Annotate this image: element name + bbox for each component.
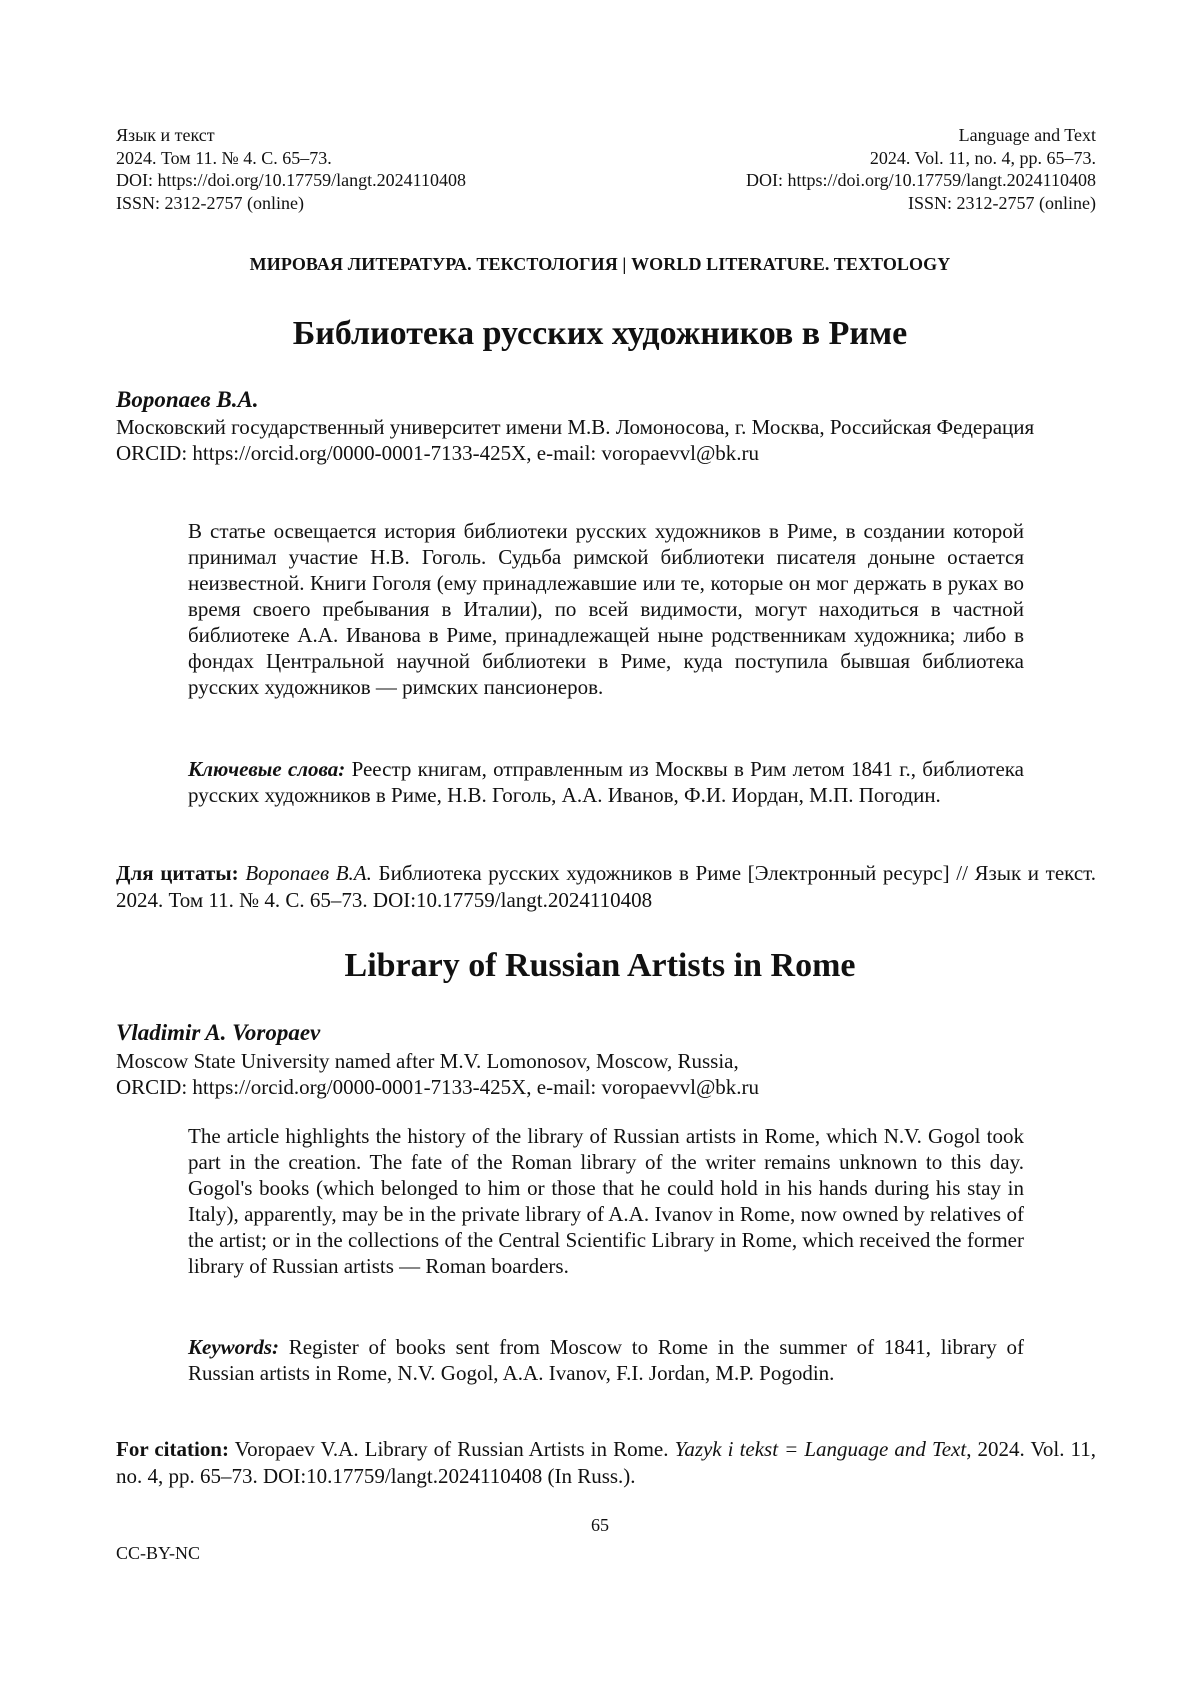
keywords-label-en: Keywords: <box>188 1335 279 1359</box>
abstract-ru: В статье освещается история библиотеки русских художников в Риме, в создании которой принимал участие Н.В. Гоголь. Судьба римской библиотеки писателя доныне остается неизвестной. Книги Гоголя (ему принадлежавшие или те, которые он мог держать в руках во время своего пребывания в Италии), по всей видимости, могут находиться в частной библиотеке А.А. Иванова в Риме, принадлежащей ныне родственникам художника; либо в фондах Центральной научной библиотеки в Риме, куда поступила бывшая библиотека русских художников — римских пансионеров. <box>188 519 1024 699</box>
journal-name-ru: Язык и текст <box>116 125 215 145</box>
keywords-en <box>188 1334 1024 1386</box>
issn-ru: ISSN: 2312-2757 (online) <box>116 192 304 213</box>
citation-journal-en: Yazyk i tekst = Language and Text <box>674 1437 967 1461</box>
header-left-ru <box>116 124 466 214</box>
doi-en: DOI: https://doi.org/10.17759/langt.2024110408 <box>746 170 1096 190</box>
citation-post-en: , 2024. Vol. 11, no. 4, pp. 65–73. DOI:10.17759/langt.2024110408 (In Russ.). <box>116 1437 1097 1488</box>
issn-en: ISSN: 2312-2757 (online) <box>908 192 1096 213</box>
affiliation-ru: Московский государственный университет имени М.В. Ломоносова, г. Москва, Российская Федерация <box>116 415 1035 439</box>
article-title-ru: Библиотека русских художников в Риме <box>292 315 908 352</box>
keywords-text-ru: Реестр книгам, отправленным из Москвы в Рим летом 1841 г., библиотека русских художников в Риме, Н.В. Гоголь, А.А. Иванов, Ф.И. Иордан, М.П. Погодин. <box>188 757 1024 807</box>
affiliation-block-en <box>116 1048 1096 1100</box>
article-title-en: Library of Russian Artists in Rome <box>344 947 856 984</box>
orcid-ru: ORCID: https://orcid.org/0000-0001-7133-425X, e-mail: voropaevvl@bk.ru <box>116 441 760 465</box>
citation-text-ru: Библиотека русских художников в Риме [Электронный ресурс] // Язык и текст. 2024. Том 11. № 4. С. 65–73. DOI:10.17759/langt.2024110408 <box>116 861 1097 912</box>
section-label: МИРОВАЯ ЛИТЕРАТУРА. ТЕКСТОЛОГИЯ | WORLD LITERATURE. TEXTOLOGY <box>249 254 951 274</box>
citation-label-ru: Для цитаты: <box>116 861 239 885</box>
license-label: CC-BY-NC <box>116 1543 201 1563</box>
keywords-ru <box>188 756 1024 808</box>
affiliation-en: Moscow State University named after M.V. Lomonosov, Moscow, Russia, <box>116 1049 739 1073</box>
citation-author-ru: Воропаев В.А. <box>245 861 372 885</box>
doi-ru: DOI: https://doi.org/10.17759/langt.2024110408 <box>116 170 466 190</box>
issue-info-ru: 2024. Том 11. № 4. С. 65–73. <box>116 147 332 168</box>
author-name-ru: Воропаев В.А. <box>116 387 259 412</box>
journal-name-en: Language and Text <box>958 125 1096 145</box>
citation-ru <box>116 860 1096 914</box>
affiliation-block-ru <box>116 414 1096 466</box>
citation-label-en: For citation: <box>116 1437 229 1461</box>
keywords-text-en: Register of books sent from Moscow to Rome in the summer of 1841, library of Russian artists in Rome, N.V. Gogol, A.A. Ivanov, F.I. Jordan, M.P. Pogodin. <box>188 1335 1024 1385</box>
citation-pre-en: Voropaev V.A. Library of Russian Artists in Rome. <box>234 1437 669 1461</box>
author-name-en: Vladimir A. Voropaev <box>116 1020 321 1045</box>
header-right-en <box>746 124 1096 214</box>
keywords-label-ru: Ключевые слова: <box>188 757 346 781</box>
citation-en <box>116 1436 1096 1490</box>
page-number: 65 <box>591 1515 609 1535</box>
page-header <box>116 124 1096 214</box>
abstract-en: The article highlights the history of the library of Russian artists in Rome, which N.V. Gogol took part in the creation. The fate of the Roman library of the writer remains unknown to this day. Gogol's books (which belonged to him or those that he could hold in his hands during his stay in Italy), apparently, may be in the private library of A.A. Ivanov in Rome, now owned by relatives of the artist; or in the collections of the Central Scientific Library in Rome, which received the former library of Russian artists — Roman boarders. <box>188 1124 1024 1278</box>
orcid-en: ORCID: https://orcid.org/0000-0001-7133-425X, e-mail: voropaevvl@bk.ru <box>116 1075 760 1099</box>
issue-info-en: 2024. Vol. 11, no. 4, pp. 65–73. <box>869 147 1096 168</box>
